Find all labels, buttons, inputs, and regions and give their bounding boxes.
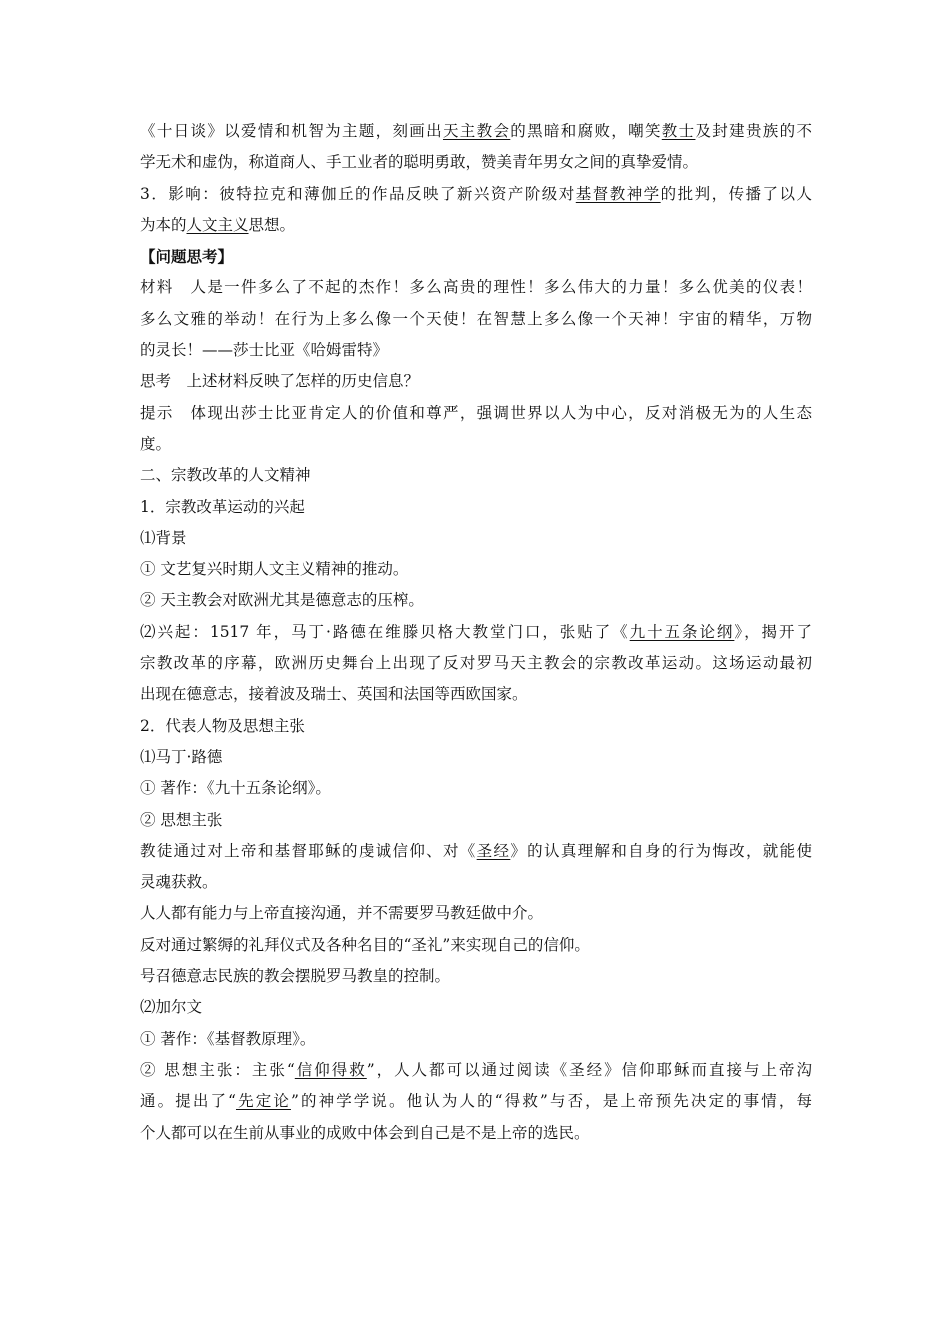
text-span: 思想。 <box>248 215 296 234</box>
text-line <box>140 1055 812 1086</box>
text-line: ⑴马丁·路德 <box>140 747 223 766</box>
text-span: 》的认真理解和自身的行为悔改，就能使 <box>510 841 812 860</box>
text-line: ② 思想主张 <box>140 810 223 829</box>
section-heading: 【问题思考】 <box>140 247 234 267</box>
text-span: 》，揭开了 <box>734 622 812 641</box>
underlined-keyword: 基督教神学 <box>575 184 661 203</box>
underlined-keyword: 信仰得救 <box>294 1060 367 1079</box>
text-line <box>140 1086 812 1117</box>
subsection-heading: 1．宗教改革运动的兴起 <box>140 497 305 516</box>
text-span: 教徒通过对上帝和基督耶稣的虔诚信仰、对《 <box>140 841 477 860</box>
text-line <box>140 836 812 867</box>
underlined-keyword: 先定论 <box>235 1092 291 1111</box>
text-span: ② 思想主张：主张“ <box>140 1060 295 1079</box>
text-span: ”的神学学说。他认为人的“得救”与否，是上帝预先决定的事情，每 <box>290 1092 812 1111</box>
text-line: ⑵加尔文 <box>140 998 203 1017</box>
text-line: ② 天主教会对欧洲尤其是德意志的压榨。 <box>140 591 424 610</box>
text-span: 的黑暗和腐败，嘲笑 <box>510 122 662 140</box>
underlined-keyword: 圣经 <box>476 841 511 860</box>
text-line <box>140 116 812 147</box>
text-span: 通。提出了“ <box>140 1092 236 1111</box>
text-span: 3．影响：彼特拉克和薄伽丘的作品反映了新兴资产阶级对 <box>140 184 576 203</box>
text-line: 度。 <box>140 434 172 453</box>
text-line: 提示 体现出莎士比亚肯定人的价值和尊严，强调世界以人为中心，反对消极无为的人生态 <box>140 403 812 422</box>
text-span: ”，人人都可以通过阅读《圣经》信仰耶稣而直接与上帝沟 <box>366 1060 812 1079</box>
text-span: 《十日谈》以爱情和机智为主题，刻画出 <box>140 122 443 140</box>
section-heading: 二、宗教改革的人文精神 <box>140 466 311 485</box>
underlined-keyword: 天主教会 <box>442 122 511 140</box>
text-line: ⑴背景 <box>140 528 187 547</box>
text-line: 灵魂获救。 <box>140 873 218 892</box>
text-line: 思考 上述材料反映了怎样的历史信息？ <box>140 372 420 391</box>
text-line: ① 著作：《九十五条论纲》。 <box>140 779 331 798</box>
text-line: ① 著作：《基督教原理》。 <box>140 1029 316 1048</box>
text-span: 为本的 <box>140 215 187 234</box>
text-line <box>140 210 812 241</box>
text-line: 的灵长！——莎士比亚《哈姆雷特》 <box>140 341 389 360</box>
text-line: 出现在德意志，接着波及瑞士、英国和法国等西欧国家。 <box>140 685 528 704</box>
text-span: 及封建贵族的不 <box>695 122 812 140</box>
text-line: 人人都有能力与上帝直接沟通，并不需要罗马教廷做中介。 <box>140 904 544 923</box>
text-line <box>140 179 812 210</box>
text-line: 反对通过繁缛的礼拜仪式及各种名目的“圣礼”来实现自己的信仰。 <box>140 935 590 954</box>
text-line: 宗教改革的序幕，欧洲历史舞台上出现了反对罗马天主教会的宗教改革运动。这场运动最初 <box>140 654 812 673</box>
text-span: 的批判，传播了以人 <box>660 184 812 203</box>
document-page <box>140 116 812 1149</box>
text-span: ⑵兴起：1517 年，马丁·路德在维滕贝格大教堂门口，张贴了《 <box>140 622 630 641</box>
text-line: 多么文雅的举动！在行为上多么像一个天使！在智慧上多么像一个天神！宇宙的精华，万物 <box>140 309 812 328</box>
text-line: 号召德意志民族的教会摆脱罗马教皇的控制。 <box>140 967 451 986</box>
text-line: 学无术和虚伪，称道商人、手工业者的聪明勇敢，赞美青年男女之间的真挚爱情。 <box>140 153 699 172</box>
underlined-keyword: 人文主义 <box>186 215 249 234</box>
text-line: 个人都可以在生前从事业的成败中体会到自己是不是上帝的选民。 <box>140 1123 590 1142</box>
text-line: ① 文艺复兴时期人文主义精神的推动。 <box>140 560 409 579</box>
text-line: 材料 人是一件多么了不起的杰作！多么高贵的理性！多么伟大的力量！多么优美的仪表！ <box>140 278 812 297</box>
underlined-keyword: 教士 <box>661 122 696 140</box>
text-line <box>140 617 812 648</box>
underlined-keyword: 九十五条论纲 <box>629 622 735 641</box>
subsection-heading: 2．代表人物及思想主张 <box>140 716 305 735</box>
